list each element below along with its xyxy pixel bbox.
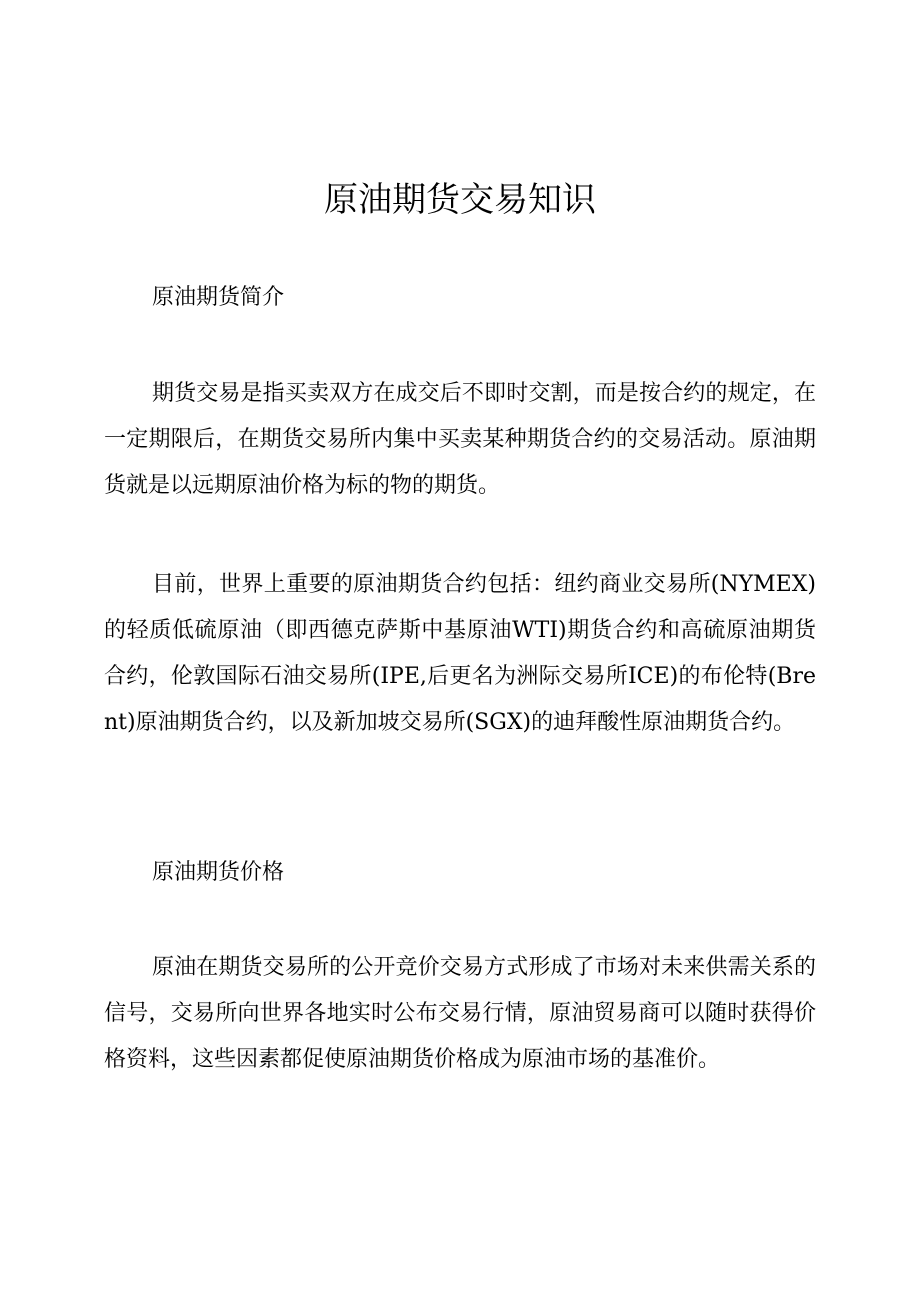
section-heading-intro: 原油期货简介 bbox=[152, 285, 285, 310]
paragraph-definition: 期货交易是指买卖双方在成交后不即时交割，而是按合约的规定，在一定期限后，在期货交易所内集中买卖某种期货合约的交易活动。原油期货就是以远期原油价格为标的物的期货。 bbox=[104, 381, 816, 498]
document-title: 原油期货交易知识 bbox=[324, 180, 596, 220]
paragraph-price-benchmark: 原油在期货交易所的公开竞价交易方式形成了市场对未来供需关系的信号，交易所向世界各地实时公布交易行情，原油贸易商可以随时获得价格资料，这些因素都促使原油期货价格成为原油市场的基准价。 bbox=[104, 955, 816, 1072]
section-heading-price: 原油期货价格 bbox=[152, 860, 285, 885]
paragraph-major-contracts: 目前，世界上重要的原油期货合约包括：纽约商业交易所(NYMEX)的轻质低硫原油（即西德克萨斯中基原油WTI)期货合约和高硫原油期货合约，伦敦国际石油交易所(IPE,后更名为洲际交易所ICE)的布伦特(Brent)原油期货合约，以及新加坡交易所(SGX)的迪拜酸性原油期货合约。 bbox=[104, 572, 816, 735]
